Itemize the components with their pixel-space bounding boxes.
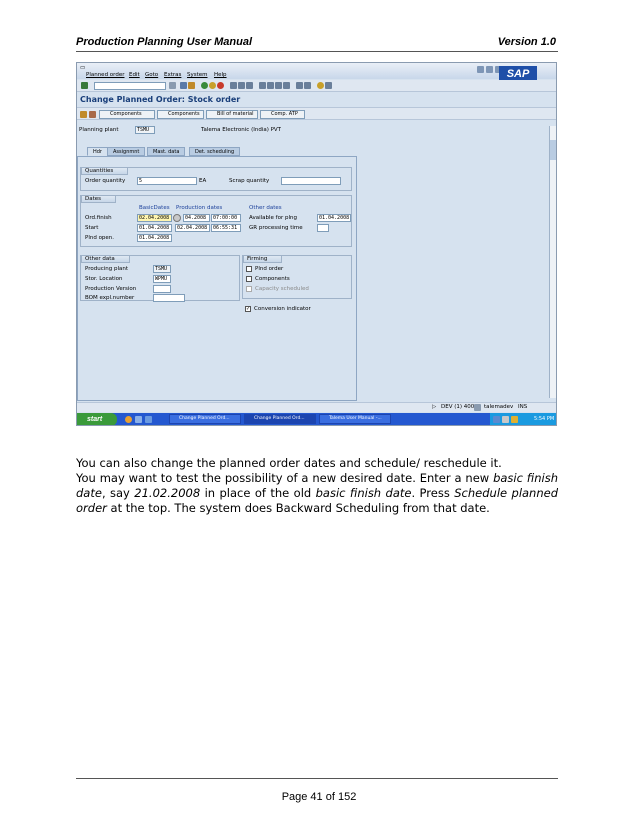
tab-mast-data[interactable]: Mast. data — [147, 147, 185, 156]
task-change-planned-order-2[interactable]: Change Planned Ord... — [244, 414, 316, 424]
plnd-open-label: Plnd open. — [85, 235, 115, 241]
scrap-quantity-field[interactable] — [281, 177, 341, 185]
enter-check-icon[interactable] — [81, 82, 88, 89]
vertical-scrollbar[interactable] — [549, 126, 556, 398]
screen-title: Change Planned Order: Stock order — [80, 95, 241, 104]
components-button-1[interactable] — [99, 110, 155, 119]
components-button-1-label: Components — [110, 111, 142, 117]
status-system: DEV (1) 400 — [441, 404, 475, 410]
plnd-open-date-field[interactable]: 01.04.2008 — [137, 234, 172, 242]
p2-text-a: You may want to test the possibility of a new desired date. Enter a new — [76, 471, 494, 485]
next-page-icon[interactable] — [275, 82, 282, 89]
sap-logo: SAP — [499, 66, 537, 82]
dates-group — [80, 195, 352, 247]
quantities-title: Quantities — [81, 167, 128, 175]
tray-network-icon[interactable] — [493, 416, 500, 423]
plnd-order-checkbox[interactable] — [246, 266, 252, 272]
producing-plant-label: Producing plant — [85, 266, 129, 272]
gr-processing-time-label: GR processing time — [249, 225, 303, 231]
first-page-icon[interactable] — [259, 82, 266, 89]
sap-app-toolbar — [77, 107, 556, 120]
layout-menu-icon[interactable] — [325, 82, 332, 89]
menu-extras[interactable]: Extras — [164, 72, 182, 78]
production-dates-header: Production dates — [176, 205, 223, 211]
comp-atp-label: Comp. ATP — [271, 111, 298, 117]
producing-plant-field[interactable]: TSMU — [153, 265, 171, 273]
prod-finish-date-field[interactable]: 04.2008 — [183, 214, 210, 222]
prod-finish-time-field[interactable]: 07:00:00 — [211, 214, 241, 222]
available-for-plng-field[interactable]: 01.04.2008 — [319, 215, 350, 221]
new-session-icon[interactable] — [296, 82, 303, 89]
last-page-icon[interactable] — [283, 82, 290, 89]
components-label: Components — [255, 276, 290, 282]
quantities-group — [80, 167, 352, 191]
components-button-2-label: Components — [168, 111, 200, 117]
tab-hdr[interactable]: Hdr — [87, 147, 108, 156]
document-title: Production Planning User Manual — [76, 36, 253, 48]
plnd-order-label: Plnd order — [255, 266, 284, 272]
p2-schedule-planned-order: Schedule planned order — [76, 486, 559, 515]
order-quantity-field[interactable]: 5 — [137, 177, 197, 185]
prev-page-icon[interactable] — [267, 82, 274, 89]
quicklaunch-desktop-icon[interactable] — [135, 416, 142, 423]
help-icon[interactable] — [317, 82, 324, 89]
footer-rule — [76, 778, 558, 779]
back-nav-icon[interactable] — [180, 82, 187, 89]
p2-text-c: , say — [101, 486, 135, 500]
system-tray — [490, 413, 556, 426]
schedule-order-icon[interactable] — [80, 111, 87, 118]
tray-security-icon[interactable] — [511, 416, 518, 423]
comp-atp-button[interactable] — [260, 110, 305, 119]
p2-text-g: . Press — [411, 486, 455, 500]
status-mode: INS — [518, 404, 528, 410]
scrap-quantity-label: Scrap quantity — [229, 178, 270, 184]
tab-assignmnt[interactable]: Assignmnt — [107, 147, 145, 156]
bill-of-material-button[interactable] — [206, 110, 258, 119]
body-paragraph-2 — [76, 471, 558, 516]
menu-goto[interactable]: Goto — [145, 72, 159, 78]
scrollbar-thumb[interactable] — [550, 140, 556, 160]
cancel-icon[interactable] — [217, 82, 224, 89]
other-data-title: Other data — [81, 255, 130, 263]
bill-of-material-label: Bill of material — [217, 111, 254, 117]
gr-processing-time-field[interactable] — [317, 224, 329, 232]
find-next-icon[interactable] — [246, 82, 253, 89]
app-menu-icon[interactable]: ▭ — [80, 65, 86, 71]
menu-planned-order[interactable]: Planned order — [86, 72, 125, 78]
planning-plant-label: Planning plant — [79, 127, 119, 133]
quicklaunch-explorer-icon[interactable] — [145, 416, 152, 423]
save-icon[interactable] — [188, 82, 195, 89]
planning-plant-desc: Talema Electronic (India) PVT — [201, 127, 282, 133]
basic-dates-header: BasicDates — [139, 205, 170, 211]
order-quantity-unit: EA — [199, 178, 207, 184]
available-for-plng-label: Available for plng — [249, 215, 297, 221]
tab-det-scheduling[interactable]: Det. scheduling — [189, 147, 240, 156]
body-line-1: You can also change the planned order dates and schedule/ reschedule it. — [76, 456, 502, 470]
sap-title-bar — [77, 93, 556, 105]
bom-expl-number-field[interactable] — [153, 294, 185, 302]
capacity-scheduled-checkbox — [246, 286, 252, 292]
production-version-label: Production Version — [85, 286, 137, 292]
components-button-2[interactable] — [157, 110, 204, 119]
menu-help[interactable]: Help — [214, 72, 227, 78]
ord-finish-label: Ord.finish — [85, 215, 112, 221]
page-number: Page 41 of 152 — [281, 791, 357, 803]
stor-location-field[interactable]: WPMU — [153, 275, 171, 283]
prod-start-date-field[interactable]: 02.04.2008 — [175, 224, 210, 232]
p2-new-date: 21.02.2008 — [134, 486, 201, 500]
command-dropdown-icon[interactable] — [169, 82, 176, 89]
p2-text-e: in place of the old — [200, 486, 316, 500]
planning-plant-field[interactable]: TSMU — [135, 126, 155, 134]
shortcut-icon[interactable] — [304, 82, 311, 89]
exit-icon[interactable] — [209, 82, 216, 89]
firming-title: Firming — [243, 255, 282, 263]
order-quantity-label: Order quantity — [85, 178, 126, 184]
check-order-icon[interactable] — [89, 111, 96, 118]
sap-standard-toolbar — [77, 80, 556, 92]
basic-finish-date-field[interactable]: 02.04.2008 — [137, 214, 172, 222]
start-label: start — [87, 416, 103, 423]
menu-edit[interactable]: Edit — [129, 72, 140, 78]
conversion-indicator-label: Conversion indicator — [254, 306, 311, 312]
stor-location-label: Stor. Location — [85, 276, 123, 282]
tray-volume-icon[interactable] — [502, 416, 509, 423]
task-change-planned-order-1[interactable]: Change Planned Ord... — [169, 414, 241, 424]
other-dates-header: Other dates — [249, 205, 282, 211]
other-data-group — [80, 255, 240, 301]
header-rule — [76, 51, 558, 52]
start-button[interactable] — [77, 413, 117, 426]
print-icon[interactable] — [230, 82, 237, 89]
dates-title: Dates — [81, 195, 116, 203]
bom-expl-number-label: BOM expl.number — [85, 295, 135, 301]
tray-clock: 5:54 PM — [534, 416, 555, 422]
sap-status-bar — [77, 402, 556, 412]
status-user: talemadev — [484, 404, 514, 410]
prod-start-time-field[interactable]: 06:55:31 — [211, 224, 241, 232]
p2-basic-finish-date: basic finish date — [76, 471, 558, 500]
status-arrow-icon[interactable]: ▷ — [432, 404, 437, 410]
quicklaunch-ie-icon[interactable] — [125, 416, 132, 423]
back-icon[interactable] — [201, 82, 208, 89]
calendar-icon[interactable] — [173, 214, 181, 222]
components-checkbox[interactable] — [246, 276, 252, 282]
command-field[interactable] — [94, 82, 166, 90]
task-talema-user-manual[interactable]: Talema User Manual -... — [319, 414, 391, 424]
windows-taskbar — [77, 413, 556, 426]
conversion-indicator-checkbox[interactable]: ✓ — [246, 306, 251, 312]
document-version: Version 1.0 — [497, 36, 556, 48]
sap-menubar — [77, 63, 556, 79]
sap-screenshot — [76, 62, 557, 426]
p2-text-i: at the top. The system does Backward Scheduling from that date. — [106, 501, 490, 515]
maximize-icon[interactable] — [486, 66, 493, 73]
capacity-scheduled-label: Capacity scheduled — [255, 286, 309, 292]
status-system-icon[interactable] — [474, 404, 481, 411]
find-icon[interactable] — [238, 82, 245, 89]
production-version-field[interactable] — [153, 285, 171, 293]
menu-system[interactable]: System — [187, 72, 208, 78]
start-label: Start — [85, 225, 99, 231]
basic-start-date-field[interactable]: 01.04.2008 — [137, 224, 172, 232]
firming-group — [242, 255, 352, 299]
minimize-icon[interactable] — [477, 66, 484, 73]
body-paragraph-1 — [76, 456, 558, 471]
p2-old-basic-finish-date: basic finish date — [315, 486, 412, 500]
